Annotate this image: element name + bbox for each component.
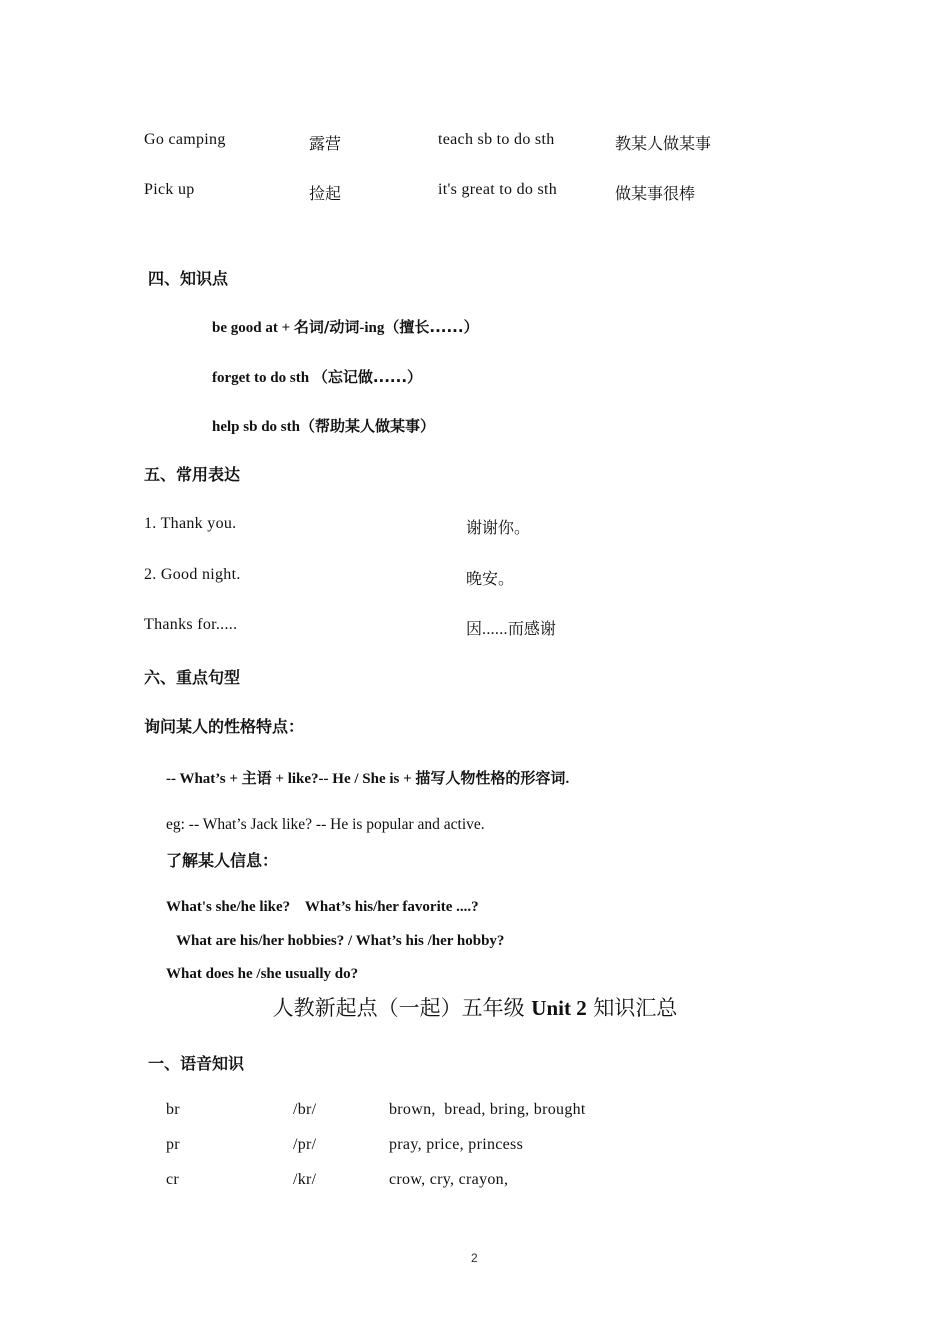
section-heading: 五、常用表达	[144, 465, 241, 484]
unit-title: 人教新起点（一起）五年级 Unit 2 知识汇总	[272, 996, 678, 1020]
section-heading: 六、重点句型	[144, 668, 241, 687]
section-heading: 四、知识点	[148, 269, 229, 288]
phonics-letters: pr	[166, 1136, 180, 1153]
phonics-sound: /pr/	[293, 1136, 317, 1153]
phonics-sound: /kr/	[293, 1171, 317, 1188]
subsection-heading: 询问某人的性格特点：	[144, 717, 305, 736]
phonics-letters: br	[166, 1101, 180, 1118]
expression-cn: 晚安。	[466, 569, 515, 588]
phonics-words: crow, cry, crayon,	[389, 1171, 509, 1188]
expression-en: 1. Thank you.	[144, 515, 237, 532]
question-line: What are his/her hobbies? / What’s his /her hobby?	[176, 933, 505, 949]
question-line: What does he /she usually do?	[166, 966, 359, 982]
phrase-cn: 捡起	[309, 184, 342, 203]
knowledge-item: forget to do sth （忘记做......）	[212, 368, 423, 386]
expression-en: 2. Good night.	[144, 566, 241, 583]
knowledge-item: help sb do sth（帮助某人做某事）	[212, 417, 435, 435]
phonics-sound: /br/	[293, 1101, 317, 1118]
sentence-pattern: -- What’s + 主语 + like?-- He / She is + 描写人物性格的形容词.	[166, 769, 570, 787]
expression-en: Thanks for.....	[144, 616, 238, 633]
phonics-letters: cr	[166, 1171, 180, 1188]
phrase-cn: 教某人做某事	[615, 134, 712, 153]
expression-cn: 因......而感谢	[466, 619, 556, 638]
phrase-en: it's great to do sth	[438, 181, 558, 198]
subsection-heading: 了解某人信息：	[166, 851, 279, 870]
example-sentence: eg: -- What’s Jack like? -- He is popular and active.	[166, 816, 485, 833]
section-heading: 一、语音知识	[148, 1054, 245, 1073]
knowledge-item: be good at + 名词/动词-ing（擅长......）	[212, 318, 479, 336]
phrase-cn: 露营	[309, 134, 342, 153]
page-number: 2	[471, 1251, 478, 1265]
phrase-en: Go camping	[144, 131, 226, 148]
phonics-words: brown, bread, bring, brought	[389, 1101, 586, 1118]
phrase-en: teach sb to do sth	[438, 131, 555, 148]
phrase-cn: 做某事很棒	[615, 184, 696, 203]
phonics-words: pray, price, princess	[389, 1136, 524, 1153]
phrase-en: Pick up	[144, 181, 195, 198]
question-line: What's she/he like? What’s his/her favorite ....?	[166, 899, 479, 915]
expression-cn: 谢谢你。	[466, 518, 531, 537]
